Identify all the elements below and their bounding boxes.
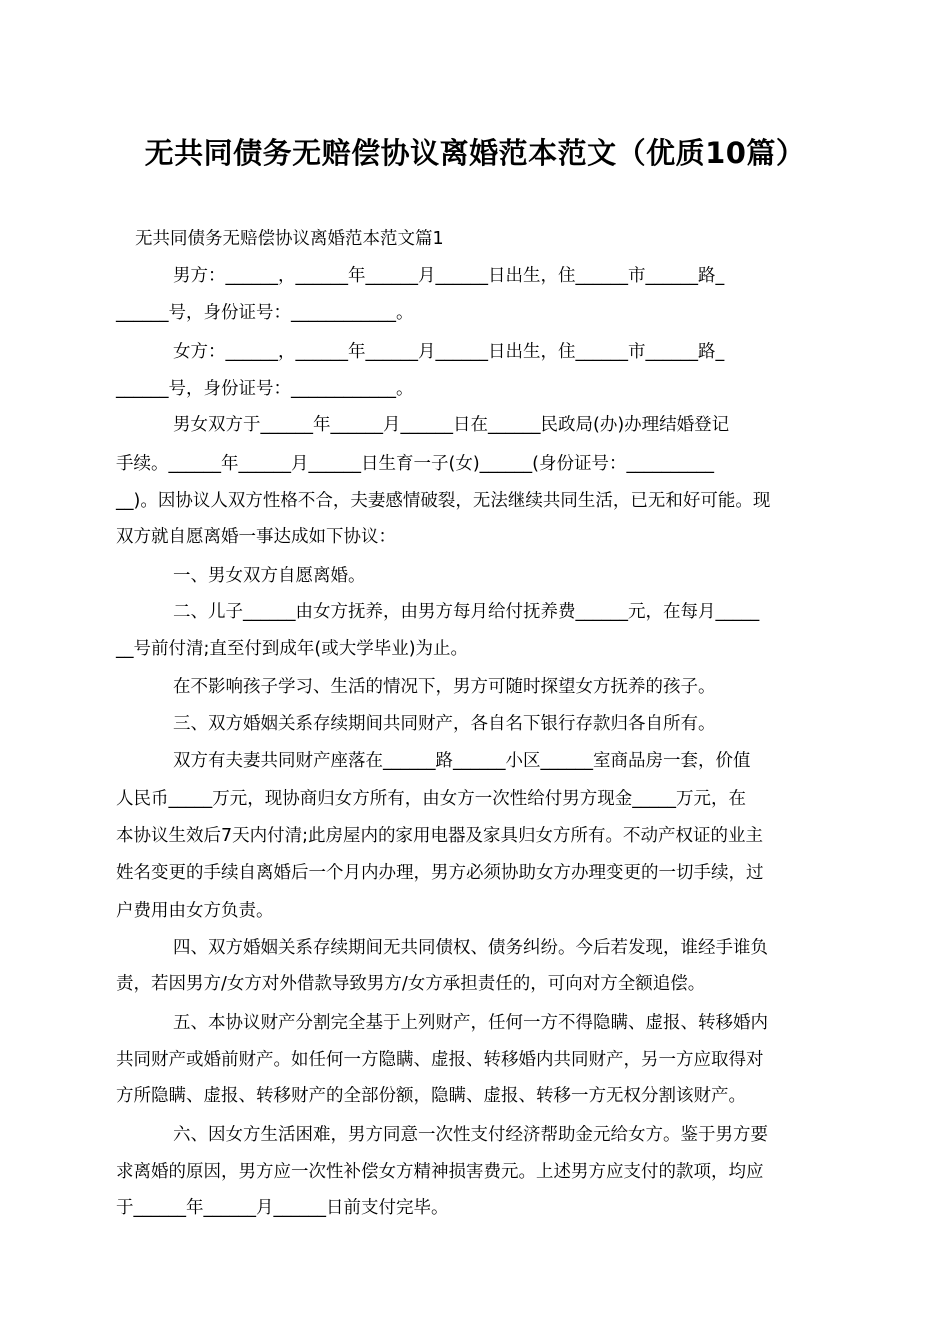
text-line: 二、儿子______由女方抚养，由男方每月给付抚养费______元，在每月_____	[173, 602, 760, 622]
text-line: 三、双方婚姻关系存续期间共同财产，各自名下银行存款归各自所有。	[173, 714, 716, 734]
text-line: 六、因女方生活困难，男方同意一次性支付经济帮助金元给女方。鉴于男方要	[173, 1125, 768, 1145]
text-line: 手续。______年______月______日生育一子(女)______(身份证号：__________	[116, 454, 714, 474]
text-line: 人民币_____万元，现协商归女方所有，由女方一次性给付男方现金_____万元，在	[116, 789, 746, 809]
text-line: 方所隐瞒、虚报、转移财产的全部份额，隐瞒、虚报、转移一方无权分割该财产。	[116, 1086, 746, 1106]
text-line: 四、双方婚姻关系存续期间无共同债权、债务纠纷。今后若发现，谁经手谁负	[173, 938, 768, 958]
text-line: 男女双方于______年______月______日在______民政局(办)办理结婚登记	[173, 415, 730, 435]
document-title: 无共同债务无赔偿协议离婚范本范文（优质10篇）	[144, 136, 806, 170]
text-line: __)。因协议人双方性格不合，夫妻感情破裂，无法继续共同生活，已无和好可能。现	[116, 491, 771, 511]
text-line: 责，若因男方/女方对外借款导致男方/女方承担责任的，可向对方全额追偿。	[116, 974, 706, 994]
text-line: 一、男女双方自愿离婚。	[173, 566, 366, 586]
text-line: 求离婚的原因，男方应一次性补偿女方精神损害费元。上述男方应支付的款项，均应	[116, 1162, 764, 1182]
text-line: 双方有夫妻共同财产座落在______路______小区______室商品房一套，价值	[173, 751, 751, 771]
section-heading: 无共同债务无赔偿协议离婚范本范文篇1	[135, 229, 444, 249]
text-line: 在不影响孩子学习、生活的情况下，男方可随时探望女方抚养的孩子。	[173, 677, 716, 697]
text-line: 共同财产或婚前财产。如任何一方隐瞒、虚报、转移婚内共同财产，另一方应取得对	[116, 1050, 764, 1070]
text-line: 本协议生效后7天内付清;此房屋内的家用电器及家具归女方所有。不动产权证的业主	[116, 826, 764, 846]
text-line: 姓名变更的手续自离婚后一个月内办理，男方必须协助女方办理变更的一切手续，过	[116, 863, 764, 883]
text-line: 女方：______，______年______月______日出生，住______市______路_	[173, 342, 725, 362]
text-line: __号前付清;直至付到成年(或大学毕业)为止。	[116, 639, 469, 659]
text-line: ______号，身份证号：____________。	[116, 303, 414, 323]
text-line: 双方就自愿离婚一事达成如下协议：	[116, 527, 396, 547]
text-line: 男方：______，______年______月______日出生，住______市______路_	[173, 266, 725, 286]
text-line: 户费用由女方负责。	[116, 901, 274, 921]
text-line: ______号，身份证号：____________。	[116, 379, 414, 399]
text-line: 于______年______月______日前支付完毕。	[116, 1198, 449, 1218]
text-line: 五、本协议财产分割完全基于上列财产，任何一方不得隐瞒、虚报、转移婚内	[173, 1013, 768, 1033]
